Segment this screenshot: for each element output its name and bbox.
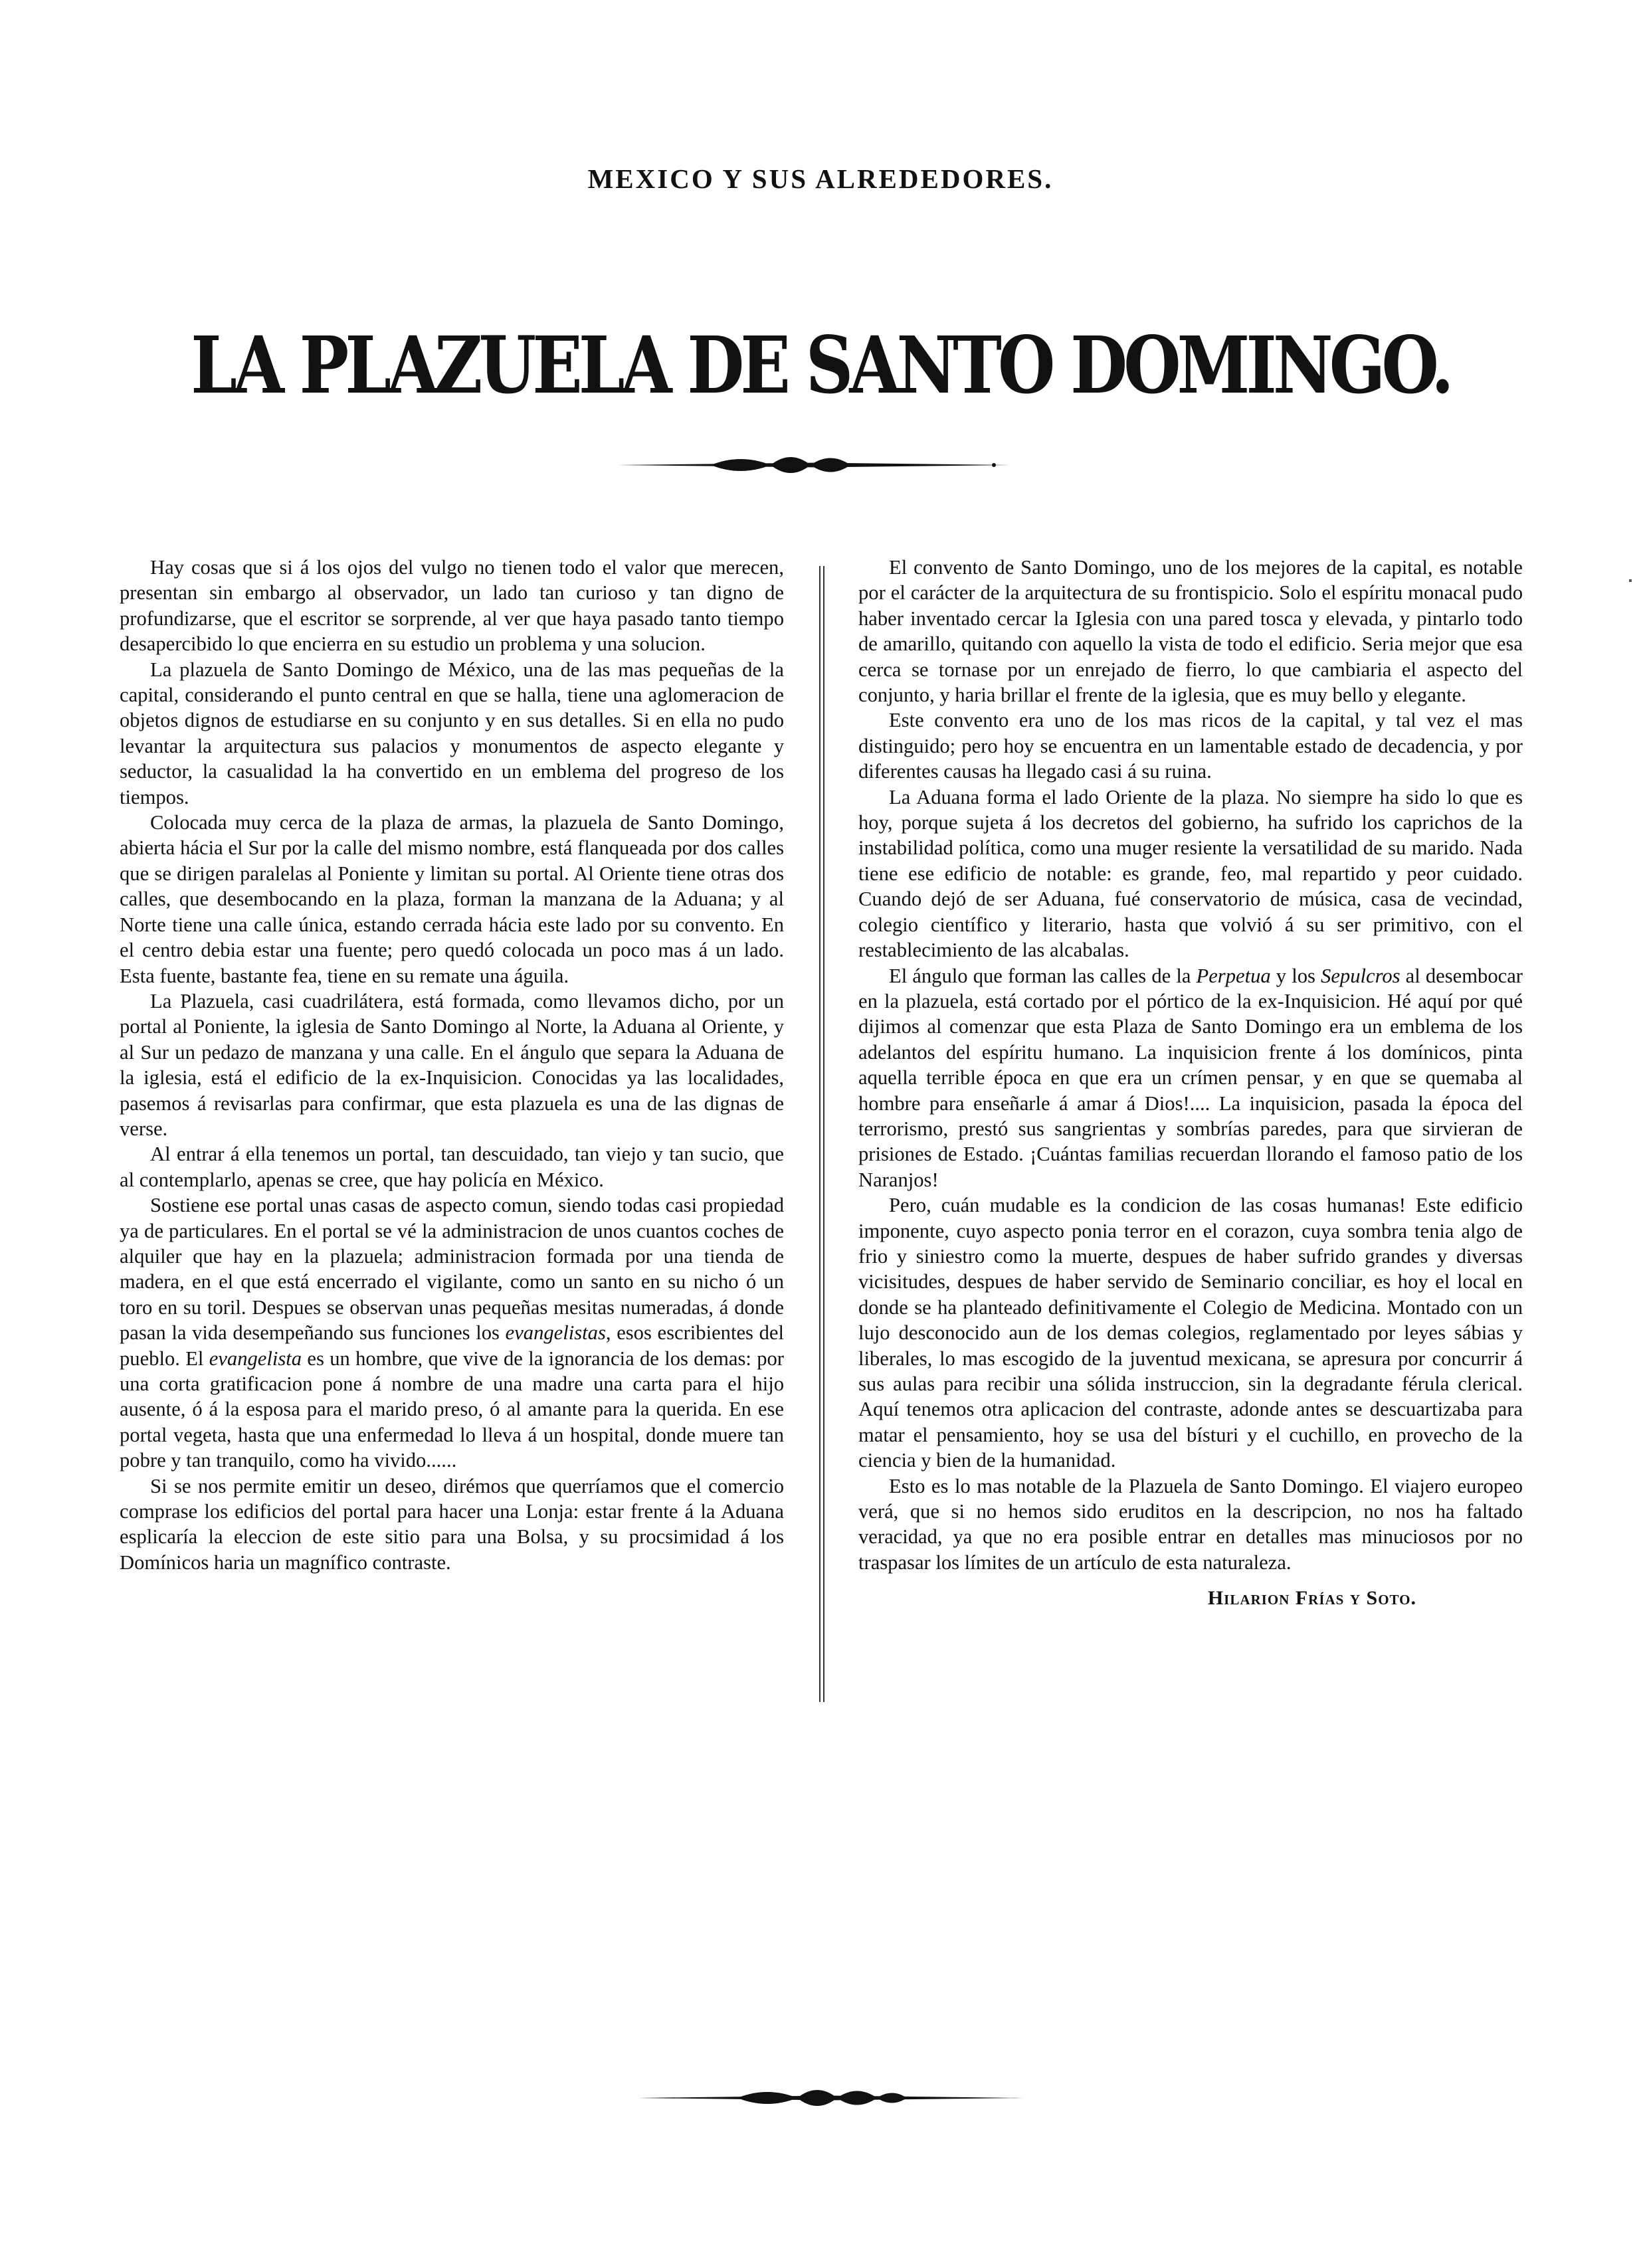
paragraph: Si se nos permite emitir un deseo, dirémos que querríamos que el comercio comprase los edificios del portal para hacer una Lonja: estar frente á la Aduana esplicaría la eleccion de este sitio para una Bolsa, y su procsimidad á los Domínicos haria un magnífico contraste. [120, 1474, 784, 1574]
paragraph: Esto es lo mas notable de la Plazuela de Santo Domingo. El viajero europeo verá, que si no hemos sido eruditos en la descripcion, no nos ha faltado veracidad, ya que no era posible entrar en detalles mas minuciosos por no traspasar los límites de un artículo de esta naturaleza. [858, 1474, 1523, 1574]
text-run: , esos escribientes del pueblo. El [120, 1321, 784, 1370]
paragraph [858, 963, 1523, 1193]
paragraph: Pero, cuán mudable es la condicion de las cosas humanas! Este edificio imponente, cuyo aspecto ponia terror en el corazon, cuya sombra tenia algo de frio y siniestro como la muerte, despues de haber sufrido grandes y diversas vicisitudes, despues de haber servido de Seminario conciliar, es hoy el local en donde se ha planteado definitivamente el Colegio de Medicina. Montado con un lujo desconocido aun de los demas colegios, reglamentado por leyes sábias y liberales, lo mas escogido de la juventud mexicana, se apresura por concurrir á sus aulas para recibir una sólida instruccion, sin la degradante férula clerical. Aquí tenemos otra aplicacion del contraste, adonde antes se descuartizaba para matar el pensamiento, hoy se usa del bísturi y el cuchillo, en provecho de la ciencia y bien de la humanidad. [858, 1194, 1523, 1472]
margin-speck [1629, 579, 1632, 582]
italic-term: Perpetua [1196, 964, 1271, 987]
paragraph: Este convento era uno de los mas ricos de la capital, y tal vez el mas distinguido; pero hoy se encuentra en un lamentable estado de decadencia, y por diferentes causas ha llegado casi á su ruina. [858, 709, 1523, 783]
article-title: LA PLAZUELA DE SANTO DOMINGO. [191, 319, 1450, 411]
paragraph: La plazuela de Santo Domingo de México, una de las mas pequeñas de la capital, considerando el punto central en que se halla, tiene una aglomeracion de objetos dignos de estudiarse en su conjunto y en sus detalles. Si en ella no pudo levantar la arquitectura sus palacios y monumentos de aspecto elegante y seductor, la casualidad la ha convertido en un emblema del progreso de los tiempos. [120, 658, 784, 808]
column-rule [819, 566, 824, 1702]
paragraph: Colocada muy cerca de la plaza de armas, la plazuela de Santo Domingo, abierta hácia el Sur por la calle del mismo nombre, está flanqueada por dos calles que se dirigen paralelas al Poniente y limitan su portal. Al Oriente tiene otras dos calles, que desembocando en la plaza, forman la manzana de la Aduana; y al Norte tiene una calle única, estando cerrada hácia este lado por su convento. En el centro debia estar una fuente; pero quedó colocada un poco mas á un lado. Esta fuente, bastante fea, tiene en su remate una águila. [120, 811, 784, 987]
running-head: MEXICO Y SUS ALREDEDORES. [587, 163, 1054, 194]
paragraph: Al entrar á ella tenemos un portal, tan descuidado, tan viejo y tan sucio, que al contemplarlo, apenas se cree, que hay policía en México. [120, 1143, 784, 1191]
paragraph [120, 1192, 784, 1473]
italic-term: evangelista [209, 1347, 302, 1370]
paragraph: La Plazuela, casi cuadrilátera, está formada, como llevamos dicho, por un portal al Poniente, la iglesia de Santo Domingo al Norte, la Aduana al Oriente, y al Sur un pedazo de manzana y una calle. En el ángulo que separa la Aduana de la iglesia, está el edificio de la ex-Inquisicion. Conocidas ya las localidades, pasemos á revisarlas para confirmar, que esta plazuela es una de las dignas de verse. [120, 989, 784, 1140]
text-run: Sostiene ese portal unas casas de aspecto comun, siendo todas casi propiedad ya de particulares. En el portal se vé la administracion de unos cuantos coches de alquiler que hay en la plazuela; administracion formada por una tienda de madera, en el que está encerrado el vigilante, como un santo en su nicho ó un toro en su toril. Despues se observan unas pequeñas mesitas numeradas, á donde pasan la vida desempeñando sus funciones los [120, 1194, 784, 1345]
left-column [120, 555, 784, 1575]
paragraph: El convento de Santo Domingo, uno de los mejores de la capital, es notable por el carácter de la arquitectura de su frontispicio. Solo el espíritu monacal pudo haber inventado cercar la Iglesia con una pared tosca y elevada, y pintarlo todo de amarillo, quitando con aquello la vista de todo el edificio. Seria mejor que esa cerca se tornase por un enrejado de fierro, lo que cambiaria el aspecto del conjunto, y haria brillar el frente de la iglesia, que es muy bello y elegante. [858, 556, 1523, 707]
author-signature: Hilarion Frías y Soto. [1207, 1587, 1416, 1610]
ornament-divider-top [618, 452, 1010, 478]
paragraph: La Aduana forma el lado Oriente de la plaza. No siempre ha sido lo que es hoy, porque sujeta á los decretos del gobierno, ha sufrido los caprichos de la instabilidad política, como una muger resiente la versatilidad de su marido. Nada tiene ese edificio de notable: es grande, feo, mal repartido y peor cuidado. Cuando dejó de ser Aduana, fué conservatorio de música, casa de vecindad, colegio científico y literario, hasta que volvió á su ser primitivo, con el restablecimiento de las alcabalas. [858, 785, 1523, 962]
italic-term: Sepulcros [1321, 964, 1400, 987]
text-run: y los [1270, 964, 1321, 987]
text-run: El ángulo que forman las calles de la [889, 964, 1197, 987]
text-run: al desembocar en la plazuela, está cortado por el pórtico de la ex-Inquisicion. Hé aquí por qué dijimos al comenzar que esta Plaza de Santo Domingo era un emblema de los adelantos del espíritu humano. La inquisicion frente á los domínicos, pinta aquella terrible época en que era un crímen pensar, y en que se quemaba al hombre para enseñarle á amar á Dios!.... La inquisicion, pasada la época del terrorismo, prestó sus sangrientas y sombrías paredes, para que sirvieran de prisiones de Estado. ¡Cuántas familias recuerdan llorando el famoso patio de los Naranjos! [858, 964, 1523, 1191]
paragraph: Hay cosas que si á los ojos del vulgo no tienen todo el valor que merecen, presentan sin embargo al observador, un lado tan curioso y tan digno de profundizarse, que el escritor se sorprende, al ver que haya pasado tanto tiempo desapercibido lo que encierra en su estudio un problema y una solucion. [120, 556, 784, 656]
text-run: es un hombre, que vive de la ignorancia de los demas: por una corta gratificacion pone á nombre de una madre una carta para el hijo ausente, ó á la esposa para el marido preso, ó al amante para la querida. En ese portal vegeta, hasta que una enfermedad lo lleva á un hospital, donde muere tan pobre y tan tranquilo, como ha vivido...... [120, 1347, 784, 1472]
italic-term: evangelistas [505, 1321, 606, 1345]
right-column [858, 555, 1523, 1612]
ornament-divider-bottom [638, 2085, 1023, 2111]
